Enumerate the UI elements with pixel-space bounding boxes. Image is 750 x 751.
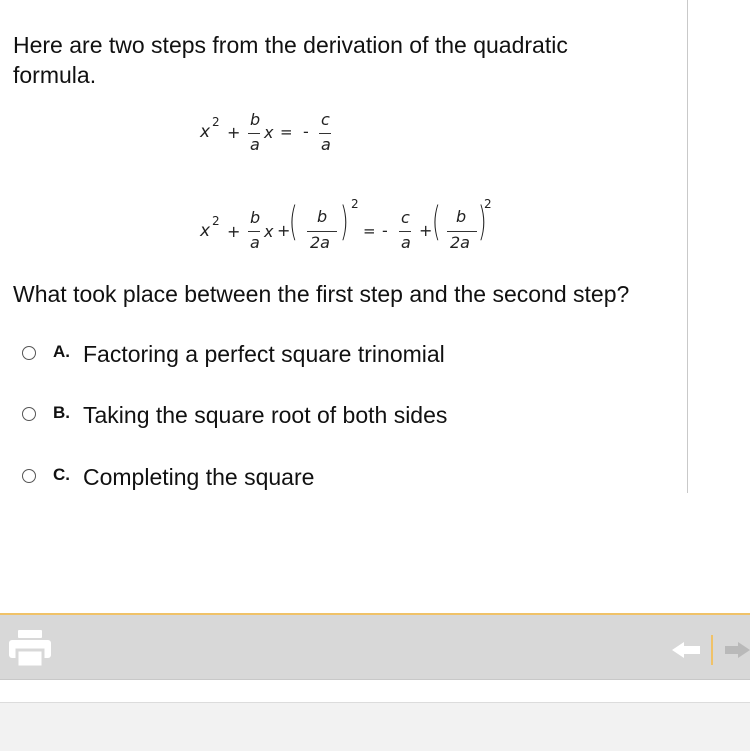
eq2-minus: - bbox=[382, 221, 388, 240]
choice-c-text: Completing the square bbox=[83, 464, 315, 490]
choice-b-radio[interactable] bbox=[22, 407, 36, 421]
print-icon[interactable] bbox=[9, 630, 51, 668]
eq2-frac-bar-1 bbox=[248, 231, 260, 232]
choice-b[interactable] bbox=[22, 401, 492, 431]
eq1-exponent: 2 bbox=[212, 115, 220, 129]
eq2-frac-a2: a bbox=[401, 233, 411, 252]
choice-c[interactable] bbox=[22, 463, 362, 493]
eq2-paren2-bar bbox=[447, 231, 477, 232]
choice-b-text: Taking the square root of both sides bbox=[83, 402, 448, 428]
nav-divider bbox=[711, 635, 713, 665]
choice-b-letter: B. bbox=[53, 403, 70, 422]
eq2-frac-b: b bbox=[250, 208, 261, 227]
eq2-paren-frac-b: b bbox=[317, 207, 328, 226]
eq2-plus: + bbox=[227, 222, 241, 241]
choice-a[interactable] bbox=[22, 340, 492, 370]
panel-divider bbox=[687, 0, 688, 493]
eq2-paren-frac-2a: 2a bbox=[310, 233, 330, 252]
choice-c-letter: C. bbox=[53, 465, 70, 484]
question-prompt: What took place between the first step and the second step? bbox=[13, 281, 630, 307]
eq1-x2: x bbox=[264, 123, 274, 142]
eq2-plus3: + bbox=[419, 221, 433, 240]
eq1-frac-c: c bbox=[321, 110, 330, 129]
eq2-frac-a: a bbox=[250, 233, 260, 252]
eq1-frac-a2: a bbox=[321, 135, 331, 154]
eq2-plus2: + bbox=[277, 221, 291, 240]
eq2-exponent2: 2 bbox=[351, 197, 359, 211]
choice-a-radio[interactable] bbox=[22, 346, 36, 360]
eq2-x2: x bbox=[264, 222, 274, 241]
eq2-exponent: 2 bbox=[212, 214, 220, 228]
eq1-frac-b: b bbox=[250, 110, 261, 129]
eq2-right-paren2: ) bbox=[478, 199, 487, 245]
choice-c-radio[interactable] bbox=[22, 469, 36, 483]
equation-step-2 bbox=[200, 195, 500, 261]
eq2-paren2-frac-b: b bbox=[456, 207, 467, 226]
bottom-toolbar bbox=[0, 613, 750, 680]
eq1-x: x bbox=[200, 122, 211, 142]
eq2-paren2-frac-2a: 2a bbox=[450, 233, 470, 252]
eq2-right-paren: ) bbox=[340, 199, 349, 245]
choice-a-letter: A. bbox=[53, 342, 70, 361]
eq2-x: x bbox=[200, 221, 211, 241]
eq2-frac-bar-2 bbox=[399, 231, 411, 232]
eq2-paren-bar bbox=[307, 231, 337, 232]
eq2-frac-c: c bbox=[401, 208, 410, 227]
eq1-minus: - bbox=[303, 122, 309, 141]
eq2-exponent3: 2 bbox=[484, 197, 492, 211]
eq1-equals: = bbox=[280, 123, 293, 141]
question-intro: Here are two steps from the derivation of the quadratic formula. bbox=[13, 32, 568, 88]
choice-a-text: Factoring a perfect square trinomial bbox=[83, 341, 445, 367]
footer-bar bbox=[0, 702, 750, 751]
right-arrow-icon[interactable] bbox=[725, 642, 750, 658]
eq1-frac-bar-1 bbox=[248, 133, 260, 134]
eq2-left-paren2: ( bbox=[432, 199, 441, 245]
eq2-left-paren: ( bbox=[289, 199, 298, 245]
equation-step-1 bbox=[200, 108, 340, 160]
eq2-equals: = bbox=[363, 222, 376, 240]
eq1-frac-bar-2 bbox=[319, 133, 331, 134]
left-arrow-icon[interactable] bbox=[672, 642, 700, 658]
eq1-frac-a: a bbox=[250, 135, 260, 154]
eq1-plus: + bbox=[227, 123, 241, 142]
